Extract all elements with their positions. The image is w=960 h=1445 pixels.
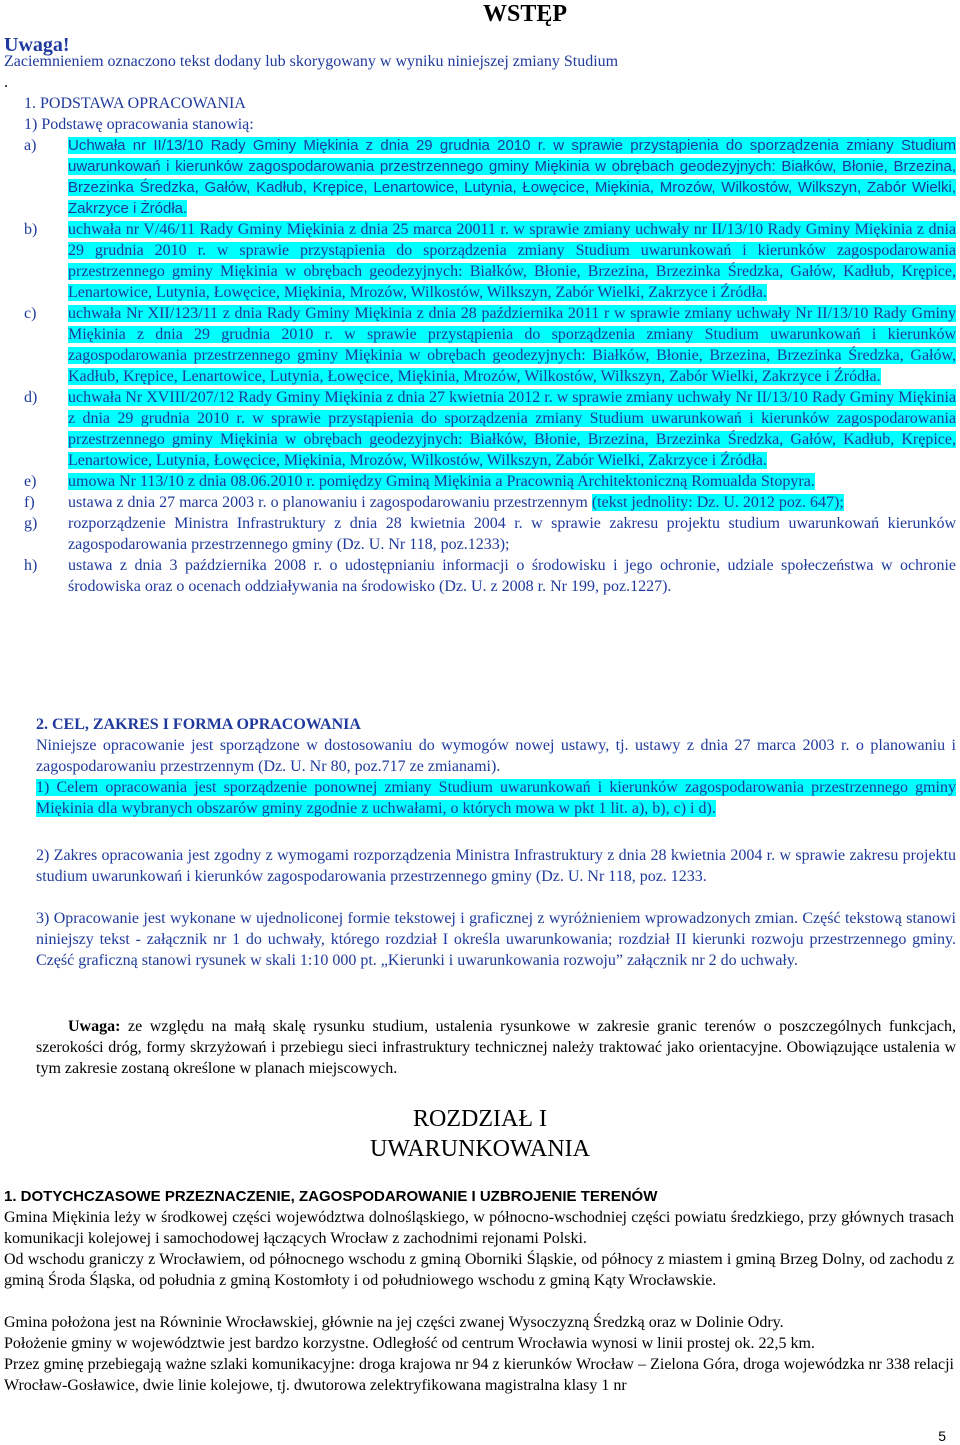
list-item-label: b)	[24, 221, 38, 238]
list-item	[24, 555, 956, 597]
list-item	[24, 492, 956, 513]
list-item	[24, 471, 956, 492]
section-3-paragraph: Przez gminę przebiegają ważne szlaki komunikacyjne: droga krajowa nr 94 z kierunków Wrocław – Zielona Góra, droga wojewódzka nr 338 relacji Wrocław-Gosławice, dwie linie kolejowe, tj. dwutorowa zelektryfikowana magistralna klasy 1 nr	[4, 1356, 954, 1394]
list-item-text: Uchwała nr II/13/10 Rady Gminy Miękinia z dnia 29 grudnia 2010 r. w sprawie przystąpienia do sporządzenia zmiany Studium uwarunkowań i kierunków zagospodarowania przestrzennego gminy Miękinia w obrębach geodezyjnych: Białków, Błonie, Brzezina, Brzezinka Średzka, Gałów, Kadłub, Krępice, Lenartowice, Lutynia, Łowęcice, Miękinia, Mrozów, Wilkostów, Wilkszyn, Zabór Wielki, Zakrzyce i Żródła.	[68, 137, 956, 217]
list-item-label: d)	[24, 389, 38, 406]
note-text: Zaciemnieniem oznaczono tekst dodany lub skorygowany w wyniku niniejszej zmiany Studium	[4, 53, 619, 70]
section-3-paragraph: Gmina Miękinia leży w środkowej części województwa dolnośląskiego, w północno-wschodniej części powiatu średzkiego, przy głównych trasach komunikacji kolejowej i samochodowej łączących Wrocław z zachodnimi rejonami Polski.	[4, 1209, 954, 1247]
section-1-intro: 1) Podstawę opracowania stanowią:	[24, 116, 254, 133]
page-number: 5	[938, 1428, 946, 1444]
list-item-text: uchwała Nr XII/123/11 z dnia Rady Gminy Miękinia z dnia 28 października 2011 r w sprawie zmiany uchwały Nr II/13/10 Rady Gminy Miękinia z dnia 29 grudnia 2010 r. w sprawie przystąpienia do sporządzenia zmiany Studium uwarunkowań i kierunków zagospodarowania przestrzennego gminy Miękinia w obrębach geodezyjnych: Białków, Błonie, Brzezina, Brzezinka Średzka, Gałów, Kadłub, Krępice, Lenartowice, Lutynia, Łowęcice, Miękinia, Mrozów, Wilkostów, Wilkszyn, Zabór Wielki, Zakrzyce i Źródła.	[68, 305, 956, 385]
list-item-text: ustawa z dnia 3 października 2008 r. o udostępnianiu informacji o środowisku i jego ochronie, udziale społeczeństwa w ochronie środowiska oraz o ocenach oddziaływania na środowisko (Dz. U. z 2008 r. Nr 199, poz.1227).	[68, 557, 956, 595]
scale-note	[36, 1016, 956, 1079]
section-2-title: 2. CEL, ZAKRES I FORMA OPRACOWANIA	[36, 716, 361, 733]
section-3-paragraph: Od wschodu graniczy z Wrocławiem, od północnego wschodu z gminą Oborniki Śląskie, od północy z miastem i gminą Brzeg Dolny, od zachodu z gminą Środa Śląska, od południa z gminą Kostomłoty i od południowego wschodu z gminą Kąty Wrocławskie.	[4, 1251, 954, 1289]
chapter-title: ROZDZIAŁ I	[413, 1106, 547, 1132]
list-item	[24, 513, 956, 555]
list-item	[24, 387, 956, 471]
list-item-label: a)	[24, 137, 37, 154]
basis-list	[24, 135, 956, 597]
note-dot: .	[4, 74, 8, 91]
section-1-title: 1. PODSTAWA OPRACOWANIA	[24, 95, 246, 112]
list-item-text: rozporządzenie Ministra Infrastruktury z dnia 28 kwietnia 2004 r. w sprawie zakresu projektu studium uwarunkowań kierunków zagospodarowania przestrzennego gminy (Dz. U. Nr 118, poz.1233);	[68, 515, 956, 553]
list-item-label: h)	[24, 557, 38, 574]
section-3-paragraph: Położenie gminy w województwie jest bardzo korzystne. Odległość od centrum Wrocławia wynosi w linii prostej ok. 22,5 km.	[4, 1335, 815, 1352]
list-item	[24, 219, 956, 303]
list-item-label: g)	[24, 515, 38, 532]
scale-note-label: Uwaga:	[68, 1018, 121, 1035]
section-2-paragraph: 3) Opracowanie jest wykonane w ujednoliconej formie tekstowej i graficznej z wyróżnieniem wprowadzonych zmian. Część tekstową stanowi niniejszy tekst - załącznik nr 1 do uchwały, którego rozdział I określa uwarunkowania; rozdział II kierunki rozwoju przestrzennego gminy. Część graficzną stanowi rysunek w skali 1:10 000 pt. „Kierunki i uwarunkowania rozwoju” załącznik nr 2 do uchwały.	[36, 910, 956, 969]
page-title: WSTĘP	[482, 1, 568, 27]
note-heading: Uwaga!	[4, 34, 70, 56]
list-item-label: c)	[24, 305, 37, 322]
list-item-label: e)	[24, 473, 37, 490]
list-item-text: umowa Nr 113/10 z dnia 08.06.2010 r. pomiędzy Gminą Miękinia a Pracownią Architektoniczną Romualda Stopyra.	[68, 473, 815, 490]
section-3-paragraph: Gmina położona jest na Równinie Wrocławskiej, głównie na jej części zwanej Wysoczyzną Średzką oraz w Dolinie Odry.	[4, 1314, 784, 1331]
list-item-text: ustawa z dnia 27 marca 2003 r. o planowaniu i zagospodarowaniu przestrzennym	[68, 494, 592, 511]
list-item-text: uchwała nr V/46/11 Rady Gminy Miękinia z dnia 25 marca 20011 r. w sprawie zmiany uchwały nr II/13/10 Rady Gminy Miękinia z dnia 29 grudnia 2010 r. w sprawie przystąpienia do sporządzenia zmiany Studium uwarunkowań i kierunków zagospodarowania przestrzennego gminy Miękinia w obrębach geodezyjnych: Białków, Błonie, Brzezina, Brzezinka Średzka, Gałów, Kadłub, Krępice, Lenartowice, Lutynia, Łowęcice, Miękinia, Mrozów, Wilkostów, Wilkszyn, Zabór Wielki, Zakrzyce i Źródła.	[68, 221, 956, 301]
section-3-title: 1. DOTYCHCZASOWE PRZEZNACZENIE, ZAGOSPODAROWANIE I UZBROJENIE TERENÓW	[4, 1188, 658, 1205]
section-2-paragraph: Niniejsze opracowanie jest sporządzone w dostosowaniu do wymogów nowej ustawy, tj. ustawy z dnia 27 marca 2003 r. o planowaniu i zagospodarowaniu przestrzennym (Dz. U. Nr 80, poz.717 ze zmianami).	[36, 737, 956, 775]
list-item	[24, 135, 956, 219]
list-item-text: uchwała Nr XVIII/207/12 Rady Gminy Miękinia z dnia 27 kwietnia 2012 r. w sprawie zmiany uchwały Nr II/13/10 Rady Gminy Miękinia z dnia 29 grudnia 2010 r. w sprawie przystąpienia do sporządzenia zmiany Studium uwarunkowań i kierunków zagospodarowania przestrzennego gminy Miękinia w obrębach geodezyjnych: Białków, Błonie, Brzezina, Brzezinka Średzka, Gałów, Kadłub, Krępice, Lenartowice, Lutynia, Łowęcice, Miękinia, Mrozów, Wilkostów, Wilkszyn, Zabór Wielki, Zakrzyce i Źródła.	[68, 389, 956, 469]
section-2-paragraph-highlight: 1) Celem opracowania jest sporządzenie ponownej zmiany Studium uwarunkowań i kierunków zagospodarowania przestrzennego gminy Miękinia dla wybranych obszarów gminy zgodnie z uchwałami, o których mowa w pkt 1 lit. a), b), c) i d).	[36, 779, 956, 817]
list-item	[24, 303, 956, 387]
scale-note-text: ze względu na małą skalę rysunku studium, ustalenia rysunkowe w zakresie granic terenów o poszczególnych funkcjach, szerokości dróg, formy skrzyżowań i przebiegu sieci infrastruktury technicznej należy traktować jako orientacyjne. Obowiązujące ustalenia w tym zakresie zostaną określone w planach miejscowych.	[36, 1018, 956, 1077]
section-2-paragraph: 2) Zakres opracowania jest zgodny z wymogami rozporządzenia Ministra Infrastruktury z dnia 28 kwietnia 2004 r. w sprawie zakresu projektu studium uwarunkowań i kierunków zagospodarowania przestrzennego gminy (Dz. U. Nr 118, poz. 1233.	[36, 847, 956, 885]
list-item-label: f)	[24, 494, 35, 511]
list-item-text-highlight: (tekst jednolity: Dz. U. 2012 poz. 647);	[591, 494, 844, 511]
chapter-subtitle: UWARUNKOWANIA	[370, 1136, 590, 1162]
